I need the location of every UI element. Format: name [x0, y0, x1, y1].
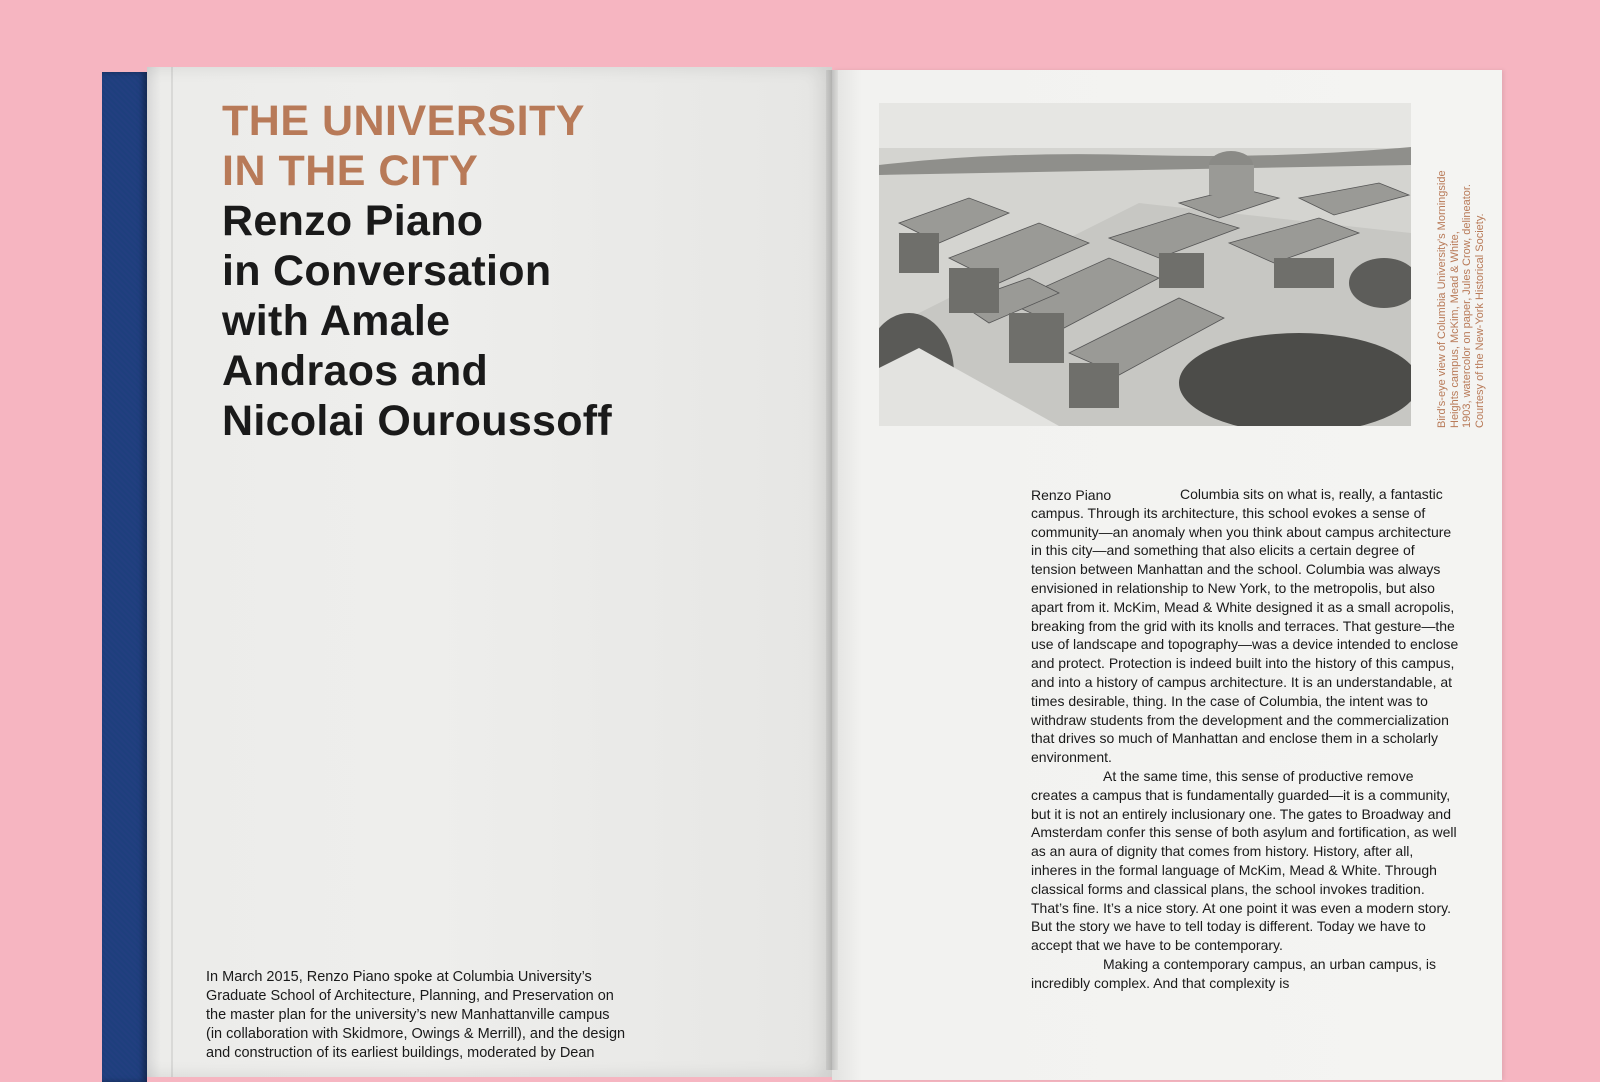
intro-line: In March 2015, Renzo Piano spoke at Columbia University’s [206, 969, 592, 985]
caption-line: Bird’s-eye view of Columbia University’s Morningside [1436, 170, 1448, 428]
title-line-1: Renzo Piano [222, 197, 484, 245]
body-paragraph: Columbia sits on what is, really, a fantastic campus. Through its architecture, this school evokes a sense of community—an anomaly when you think about campus architecture in this city—and something that also elicits a certain degree of tension between Manhattan and the school. Columbia was always envisioned in relationship to New York, to the metropolis, but also apart from it. McKim, Mead & White designed it as a small acropolis, breaking from the grid with its knolls and terraces. That gesture—the use of landscape and topography—was a device intended to enclose and protect. Protection is indeed built into the history of this campus, and into a history of campus architecture. It is an understandable, at times desirable, thing. In the case of Columbia, the intent was to withdraw students from the development and the commercialization that drives so much of Manhattan and enclose them in a scholarly environment. [1031, 486, 1459, 766]
body-paragraph: At the same time, this sense of productive remove creates a campus that is fundamentally guarded—it is a community, but it is not an entirely inclusionary one. The gates to Broadway and Amsterdam confer this sense of both asylum and fortification, as well as an aura of dignity that comes from history. History, after all, inheres in the formal language of McKim, Mead & White. Through classical forms and classical plans, the school invokes tradition. That’s fine. It’s a nice story. At one point it was even a modern story. But the story we have to tell today is different. Today we have to accept that we have to be contemporary. [1031, 767, 1457, 954]
body-paragraph: Making a contemporary campus, an urban campus, is incredibly complex. And that complexity is [1031, 955, 1437, 991]
caption-line: Courtesy of the New-York Historical Society. [1473, 213, 1486, 428]
book-spine [102, 72, 147, 1082]
article-title [222, 96, 782, 446]
speaker-name: Renzo Piano [1031, 487, 1112, 503]
title-line-5: Nicolai Ouroussoff [222, 397, 613, 445]
caption-line: 1903, watercolor on paper, Jules Crow, delineator. [1461, 184, 1473, 428]
image-caption [1436, 108, 1486, 428]
intro-line: the master plan for the university’s new Manhattanville campus [206, 1007, 610, 1023]
title-line-4: Andraos and [222, 347, 489, 395]
campus-illustration [879, 103, 1411, 426]
title-accent-line-1: THE UNIVERSITY [222, 97, 585, 145]
intro-line: and construction of its earliest buildings, moderated by Dean [206, 1045, 595, 1061]
campus-drawing [879, 103, 1411, 426]
title-accent-line-2: IN THE CITY [222, 147, 479, 195]
title-line-3: with Amale [222, 297, 451, 345]
intro-paragraph [206, 968, 676, 1063]
caption-line: Heights campus, McKim, Mead & White, [1448, 231, 1461, 428]
intro-line: Graduate School of Architecture, Planning, and Preservation on [206, 988, 614, 1004]
interview-body [1031, 485, 1459, 993]
title-line-2: in Conversation [222, 247, 552, 295]
intro-line: (in collaboration with Skidmore, Owings & Merrill), and the design [206, 1026, 626, 1042]
book-gutter [826, 70, 838, 1070]
